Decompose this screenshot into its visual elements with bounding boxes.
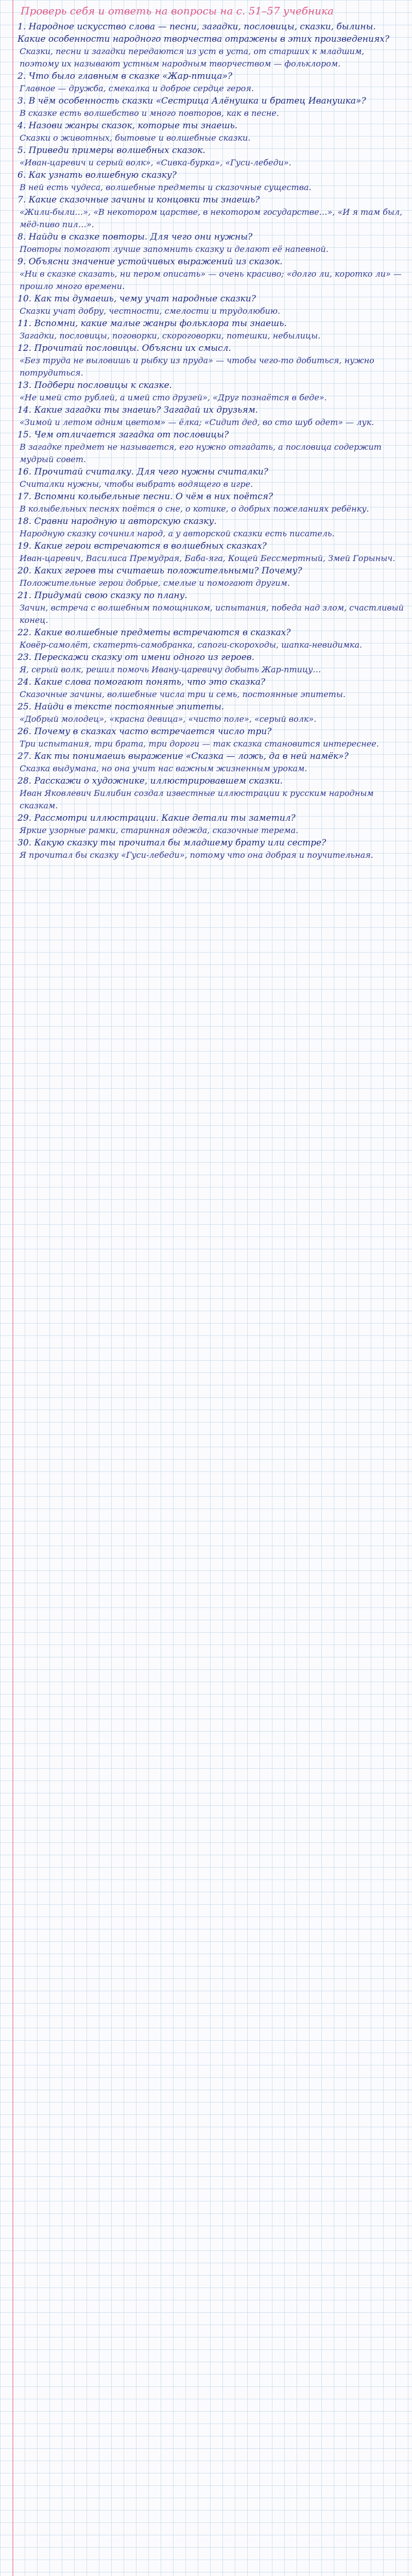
question-text: 30. Какую сказку ты прочитал бы младшему брату или сестре? — [18, 838, 327, 848]
question-text: 23. Перескажи сказку от имени одного из героев. — [18, 652, 255, 663]
answer-entry — [18, 144, 405, 169]
answer-entry — [18, 169, 405, 194]
question-text: 28. Расскажи о художнике, иллюстрировавшем сказки. — [18, 776, 283, 786]
answer-text: Главное — дружба, смекалка и доброе сердце героя. — [20, 83, 254, 93]
answer-entry — [18, 626, 405, 651]
question-text: 14. Какие загадки ты знаешь? Загадай их друзьям. — [18, 405, 259, 415]
answer-text: В загадке предмет не называется, его нужно отгадать, а пословица содержит мудрый совет. — [20, 442, 382, 464]
answer-entry — [18, 293, 405, 317]
answer-entry — [18, 676, 405, 701]
question-text: 18. Сравни народную и авторскую сказку. — [18, 516, 217, 527]
question-text: 20. Каких героев ты считаешь положительными? Почему? — [18, 566, 302, 576]
answer-entry — [18, 565, 405, 589]
question-text: 21. Придумай свою сказку по плану. — [18, 590, 187, 601]
answer-text: В колыбельных песнях поётся о сне, о котике, о добрых пожеланиях ребёнку. — [20, 504, 369, 514]
answer-entry — [18, 317, 405, 342]
answer-entry — [18, 379, 405, 404]
question-text: 15. Чем отличается загадка от пословицы? — [18, 430, 229, 440]
answer-text: «Добрый молодец», «красна девица», «чисто поле», «серый волк». — [20, 714, 317, 724]
question-text: 25. Найди в тексте постоянные эпитеты. — [18, 702, 225, 712]
answer-entry — [18, 837, 405, 861]
answer-text: Положительные герои добрые, смелые и помогают другим. — [20, 578, 290, 588]
page-title: Проверь себя и ответь на вопросы на с. 51–57 учебника — [21, 5, 334, 17]
question-text: 16. Прочитай считалку. Для чего нужны считалки? — [18, 467, 268, 477]
answer-text: В сказке есть волшебство и много повторов, как в песне. — [20, 108, 279, 118]
answer-entry — [18, 725, 405, 750]
answers-list — [18, 21, 405, 861]
answer-entry — [18, 750, 405, 775]
answer-entry — [18, 490, 405, 515]
answer-text: Сказки учат добру, честности, смелости и трудолюбию. — [20, 306, 281, 316]
answer-text: Народную сказку сочинил народ, а у авторской сказки есть писатель. — [20, 529, 335, 538]
answer-text: Ковёр-самолёт, скатерть-самобранка, сапоги-скороходы, шапка-невидимка. — [20, 640, 363, 650]
answer-text: Загадки, пословицы, поговорки, скороговорки, потешки, небылицы. — [20, 331, 321, 341]
question-text: 26. Почему в сказках часто встречается число три? — [18, 726, 272, 737]
question-text: 27. Как ты понимаешь выражение «Сказка — ложь, да в ней намёк»? — [18, 751, 349, 761]
answer-entry — [18, 256, 405, 293]
answer-text: Иван-царевич, Василиса Премудрая, Баба-яга, Кощей Бессмертный, Змей Горыныч. — [20, 553, 396, 563]
question-text: 9. Объясни значение устойчивых выражений из сказок. — [18, 257, 283, 267]
answer-text: Я, серый волк, решил помочь Ивану-царевичу добыть Жар-птицу… — [20, 665, 321, 674]
answer-entry — [18, 21, 405, 70]
answer-entry — [18, 651, 405, 676]
question-text: 13. Подбери пословицы к сказке. — [18, 380, 172, 391]
answer-text: Сказочные зачины, волшебные числа три и семь, постоянные эпитеты. — [20, 689, 346, 699]
answer-text: В ней есть чудеса, волшебные предметы и сказочные существа. — [20, 182, 312, 192]
answer-text: «Иван-царевич и серый волк», «Сивка-бурка», «Гуси-лебеди». — [20, 158, 291, 167]
question-text: 5. Приведи примеры волшебных сказок. — [18, 145, 205, 156]
answer-text: «Зимой и летом одним цветом» — ёлка; «Сидит дед, во сто шуб одет» — лук. — [20, 417, 374, 427]
answer-text: Сказки о животных, бытовые и волшебные сказки. — [20, 133, 251, 143]
answer-text: Сказка выдумана, но она учит нас важным жизненным урокам. — [20, 764, 307, 773]
question-text: 11. Вспомни, какие малые жанры фольклора ты знаешь. — [18, 318, 287, 329]
answer-entry — [18, 701, 405, 725]
question-text: 17. Вспомни колыбельные песни. О чём в них поётся? — [18, 492, 273, 502]
answer-entry — [18, 342, 405, 379]
question-text: 19. Какие герои встречаются в волшебных сказках? — [18, 541, 267, 551]
answer-entry — [18, 589, 405, 626]
question-text: 2. Что было главным в сказке «Жар-птица»? — [18, 71, 232, 81]
question-text: 7. Какие сказочные зачины и концовки ты знаешь? — [18, 195, 260, 205]
question-text: 12. Прочитай пословицы. Объясни их смысл. — [18, 343, 231, 353]
question-text: 3. В чём особенность сказки «Сестрица Алёнушка и братец Иванушка»? — [18, 96, 366, 106]
question-text: 22. Какие волшебные предметы встречаются в сказках? — [18, 628, 291, 638]
answer-entry — [18, 70, 405, 95]
answer-entry — [18, 466, 405, 490]
question-text: 4. Назови жанры сказок, которые ты знаешь. — [18, 121, 238, 131]
question-text: 8. Найди в сказке повторы. Для чего они нужны? — [18, 232, 253, 242]
answer-entry — [18, 120, 405, 144]
answer-entry — [18, 775, 405, 812]
answer-text: Зачин, встреча с волшебным помощником, испытания, победа над злом, счастливый конец. — [20, 603, 404, 625]
question-text: 24. Какие слова помогают понять, что это сказка? — [18, 677, 265, 687]
answer-text: «Жили-были…», «В некотором царстве, в некотором государстве…», «И я там был, мёд-пиво пил…». — [20, 207, 403, 229]
answer-entry — [18, 404, 405, 429]
answer-entry — [18, 429, 405, 466]
answer-entry — [18, 231, 405, 256]
answer-entry — [18, 194, 405, 231]
answer-text: Яркие узорные рамки, старинная одежда, сказочные терема. — [20, 825, 299, 835]
answer-text: Иван Яковлевич Билибин создал известные иллюстрации к русским народным сказкам. — [20, 788, 374, 810]
answer-entry — [18, 812, 405, 837]
answer-entry — [18, 95, 405, 120]
question-text: 6. Как узнать волшебную сказку? — [18, 170, 177, 180]
answer-text: Повторы помогают лучше запомнить сказку и делают её напевной. — [20, 244, 329, 254]
answer-text: Три испытания, три брата, три дороги — так сказка становится интереснее. — [20, 739, 379, 749]
answer-text: «Без труда не выловишь и рыбку из пруда» — чтобы чего-то добиться, нужно потрудиться. — [20, 355, 374, 378]
answer-text: «Ни в сказке сказать, ни пером описать» — очень красиво; «долго ли, коротко ли» — прошло много времени. — [20, 269, 402, 291]
answer-text: Сказки, песни и загадки передаются из уст в уста, от старших к младшим, поэтому их называют устным народным творчеством — фольклором. — [20, 46, 365, 69]
question-text: 10. Как ты думаешь, чему учат народные сказки? — [18, 294, 256, 304]
question-text: 1. Народное искусство слова — песни, загадки, пословицы, сказки, былины. Какие особенности народного творчества отражены в этих произведениях? — [18, 22, 389, 44]
answer-text: «Не имей сто рублей, а имей сто друзей», «Друг познаётся в беде». — [20, 393, 327, 402]
answer-text: Считалки нужны, чтобы выбрать водящего в игре. — [20, 479, 253, 489]
answer-entry — [18, 540, 405, 565]
answer-text: Я прочитал бы сказку «Гуси-лебеди», потому что она добрая и поучительная. — [20, 850, 373, 860]
question-text: 29. Рассмотри иллюстрации. Какие детали ты заметил? — [18, 813, 296, 823]
notebook-page — [18, 3, 405, 861]
answer-entry — [18, 515, 405, 540]
